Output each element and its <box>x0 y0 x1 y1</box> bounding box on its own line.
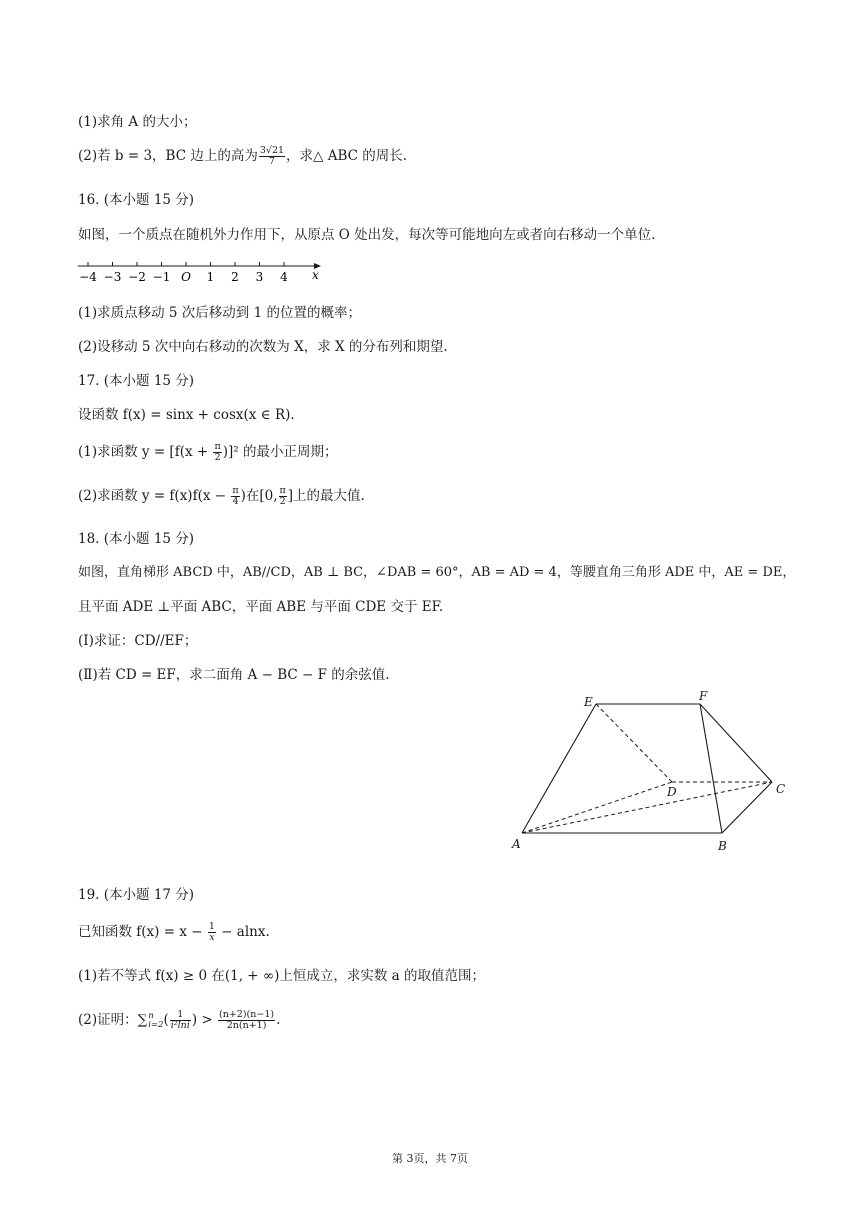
q19-part2-text: (2)证明：∑ <box>78 1012 148 1028</box>
edge-ED <box>596 704 672 782</box>
q15-part2-text: (2)若 b = 3，BC 边上的高为 <box>78 148 258 164</box>
q16-part2: (2)设移动 5 次中向右移动的次数为 X，求 X 的分布列和期望. <box>78 339 448 355</box>
q16-header: 16. (本小题 15 分) <box>78 192 195 208</box>
open-paren: ( <box>163 1012 169 1028</box>
fraction: $\frac{\pi}{2}$ <box>214 441 221 463</box>
point-label-D: D <box>667 785 677 799</box>
number-line-tick-label: −2 <box>128 270 146 284</box>
point-label-A: A <box>512 837 521 851</box>
summation-limits: n i=2 <box>148 1010 164 1030</box>
trapezoid-solid-figure <box>500 685 800 860</box>
page-footer: 第 3页，共 7页 <box>392 1152 468 1165</box>
q15-part1: (1)求角 A 的大小； <box>78 114 197 130</box>
q19-body <box>78 922 270 943</box>
q15-part2-tail: ，求△ ABC 的周长. <box>286 148 408 164</box>
q19-part2-gt: ) > <box>191 1012 218 1028</box>
edge-FB <box>700 704 722 833</box>
number-line-tick-label: 3 <box>255 270 264 284</box>
q18-header: 18. (本小题 15 分) <box>78 531 195 547</box>
q17-part2-mid: )在[0, <box>240 488 278 504</box>
q19-body-tail: − alnx. <box>216 924 270 940</box>
number-line-tick-label: −3 <box>103 270 122 284</box>
q19-part1: (1)若不等式 f(x) ≥ 0 在(1, + ∞)上恒成立，求实数 a 的取值范围； <box>78 968 486 984</box>
number-line-tick-label: −4 <box>79 270 97 284</box>
q19-header: 19. (本小题 17 分) <box>78 887 195 903</box>
edge-AE <box>522 704 596 833</box>
point-label-E: E <box>584 695 593 709</box>
number-line-tick-label: 1 <box>206 270 215 284</box>
edge-AC <box>522 782 772 833</box>
q15-part2 <box>78 146 407 167</box>
q16-part1: (1)求质点移动 5 次后移动到 1 的位置的概率； <box>78 305 361 321</box>
q17-part1 <box>78 442 337 463</box>
number-line-tick-label: −1 <box>152 270 171 284</box>
edge-AD <box>522 782 672 833</box>
number-line-tick-label: O <box>181 270 191 284</box>
number-line-tick-label: 4 <box>280 270 288 284</box>
q16-body: 如图，一个质点在随机外力作用下，从原点 O 处出发，每次等可能地向左或者向右移动一个单位. <box>78 227 656 243</box>
q19-part2-end: . <box>276 1012 281 1028</box>
fraction: $\frac{1}{x}$ <box>208 921 215 943</box>
number-line-ticks <box>79 262 288 284</box>
q19-body-text: 已知函数 f(x) = x − <box>78 924 207 940</box>
q17-part2 <box>78 486 365 507</box>
q18-body-line1: 如图，直角梯形 ABCD 中，AB//CD，AB ⊥ BC，∠DAB = 60°，AB = AD = 4，等腰直角三角形 ADE 中，AE = DE， <box>78 565 796 580</box>
fraction: $\frac{(n+2)(n-1)}{2n(n+1)}$ <box>219 1009 275 1031</box>
point-label-B: B <box>718 839 727 853</box>
q17-part1-text: (1)求函数 y = [f(x + <box>78 444 213 460</box>
q17-part2-tail: ]上的最大值. <box>287 488 365 504</box>
fraction: $\frac{\pi}{4}$ <box>232 485 239 507</box>
point-label-F: F <box>699 689 708 703</box>
number-line-axis-label: x <box>312 268 319 282</box>
number-line-figure <box>76 258 326 288</box>
point-label-C: C <box>776 782 786 796</box>
q18-body-line2: 且平面 ADE ⊥平面 ABC，平面 ABE 与平面 CDE 交于 EF. <box>78 599 444 615</box>
q18-part1: (I)求证：CD//EF； <box>78 633 198 649</box>
fraction: $\frac{3√21}{7}$ <box>259 145 285 167</box>
q17-part1-tail: )]² 的最小正周期； <box>222 444 338 460</box>
q17-part2-text: (2)求函数 y = f(x)f(x − <box>78 488 231 504</box>
q17-header: 17. (本小题 15 分) <box>78 373 195 389</box>
number-line-tick-label: 2 <box>231 270 239 284</box>
fraction: $\frac{\pi}{2}$ <box>279 485 286 507</box>
q19-part2 <box>78 1010 280 1031</box>
q18-part2: (Ⅱ)若 CD = EF，求二面角 A − BC − F 的余弦值. <box>78 667 390 683</box>
edge-BC <box>722 782 772 833</box>
q17-body: 设函数 f(x) = sinx + cosx(x ∈ R). <box>78 407 295 423</box>
fraction: $\frac{1}{\text{i²lni}}$ <box>170 1009 190 1031</box>
